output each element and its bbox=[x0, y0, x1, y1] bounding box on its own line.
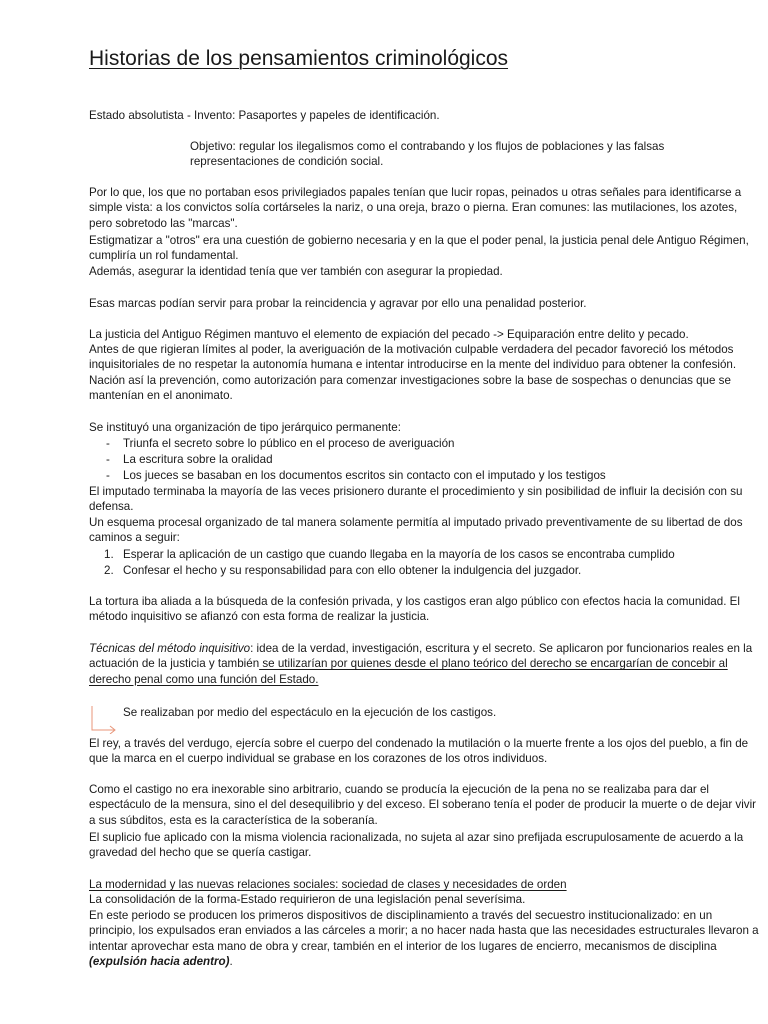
list-item: Triunfa el secreto sobre lo público en el proceso de averiguación bbox=[123, 437, 455, 450]
paragraph-spectacle: Se realizaban por medio del espectáculo en la ejecución de los castigos. bbox=[123, 706, 497, 719]
arrow-icon bbox=[89, 704, 119, 734]
paragraph-expiation: La justicia del Antiguo Régimen mantuvo el elemento de expiación del pecado -> Equiparación entre delito y pecado. bbox=[89, 328, 689, 341]
dash-bullet: - bbox=[106, 437, 110, 450]
paragraph-inquisitive-techniques bbox=[89, 641, 759, 687]
section-heading-modernity: La modernidad y las nuevas relaciones sociales: sociedad de clases y necesidades de orden bbox=[89, 878, 567, 891]
text-segment: . bbox=[229, 955, 233, 969]
paragraph-disciplinary-devices bbox=[89, 908, 759, 970]
list-number: 1. bbox=[104, 548, 114, 561]
paragraph-torture: La tortura iba aliada a la búsqueda de la confesión privada, y los castigos eran algo público con efectos hacia la comunidad. El método inquisitivo se afianzó con esta forma de realizar la justicia. bbox=[89, 595, 740, 624]
list-item: La escritura sobre la oralidad bbox=[123, 453, 273, 466]
paragraph-objective: Objetivo: regular los ilegalismos como el contrabando y los flujos de poblaciones y las falsas representaciones de condición social. bbox=[190, 140, 665, 169]
paragraph-stigmatize: Estigmatizar a "otros" era una cuestión de gobierno necesaria y en la que el poder penal, la justicia penal dele Antiguo Régimen, cumpliría un rol fundamental. bbox=[89, 234, 749, 263]
paragraph-identification-marks: Por lo que, los que no portaban esos privilegiados papales tenían que lucir ropas, peinados u otras señales para identificarse a simple vista: a los convictos solía cortárseles la nariz, o una oreja, brazo o pierna. Eran comunes: las mutilaciones, los azotes, pero sobretodo las "marcas". bbox=[89, 186, 742, 230]
paragraph-procedural-scheme: Un esquema procesal organizado de tal manera solamente permitía al imputado privado preventivamente de su libertad de dos caminos a seguir: bbox=[89, 516, 743, 545]
italic-term: Técnicas del método inquisitivo bbox=[89, 642, 251, 655]
paragraph-king-executioner: El rey, a través del verdugo, ejercía sobre el cuerpo del condenado la mutilación o la muerte frente a los ojos del pueblo, a fin de que la marca en el cuerpo individual se grabase en los corazones de los otros individuos. bbox=[89, 737, 749, 766]
paragraph-absolutist-state: Estado absolutista - Invento: Pasaportes y papeles de identificación. bbox=[89, 109, 440, 122]
paragraph-torment: El suplicio fue aplicado con la misma violencia racionalizada, no sujeta al azar sino prefijada escrupulosamente de acuerdo a la gravedad del hecho que se quería castigar. bbox=[89, 831, 744, 860]
list-item: Los jueces se basaban en los documentos escritos sin contacto con el imputado y los testigos bbox=[123, 469, 606, 482]
text-segment: : idea de la verdad, investigación, escritura y el secreto. Se aplicaron por funcionarios reales en la actuación de la justicia y también bbox=[89, 642, 753, 671]
underlined-segment: se utilizarían por quienes desde el plano teórico del derecho se encargarían de concebir al derecho penal como una función del Estado. bbox=[89, 657, 728, 686]
dash-bullet: - bbox=[106, 453, 110, 466]
document-title: Historias de los pensamientos criminológicos bbox=[89, 47, 509, 70]
paragraph-recidivism: Esas marcas podían servir para probar la reincidencia y agravar por ello una penalidad posterior. bbox=[89, 297, 587, 310]
text-segment: En este periodo se producen los primeros dispositivos de disciplinamiento a través del secuestro institucionalizado: en un principio, los expulsados eran enviados a las cárceles a morir; a no hacer nada hasta que las necesidades estructurales llevaron a intentar aprovechar esta mano de obra y crear, también en el interior de los lugares de encierro, mecanismos de disciplina bbox=[89, 909, 759, 953]
bold-italic-term: (expulsión hacia adentro) bbox=[89, 955, 230, 969]
list-item: Esperar la aplicación de un castigo que cuando llegaba en la mayoría de los casos se encontraba cumplido bbox=[123, 548, 675, 561]
paragraph-state-consolidation: La consolidación de la forma-Estado requirieron de una legislación penal severísima. bbox=[89, 893, 526, 906]
list-number: 2. bbox=[104, 564, 114, 577]
paragraph-inquisitorial-methods: Antes de que rigieran límites al poder, la averiguación de la motivación culpable verdadera del pecador favoreció los métodos inquisitoriales de no respetar la autonomía humana e intentar introducirse en la mente del individuo para obtener la confesión. Nación así la prevención, como autorización para comenzar investigaciones sobre la base de sospechas o denuncias que se mantenían en el anonimato. bbox=[89, 343, 737, 403]
paragraph-imputed-prisoner: El imputado terminaba la mayoría de las veces prisionero durante el procedimiento y sin posibilidad de influir la decisión con su defensa. bbox=[89, 485, 743, 514]
list-item: Confesar el hecho y su responsabilidad para con ello obtener la indulgencia del juzgador. bbox=[123, 564, 582, 577]
paragraph-hierarchical-organization: Se instituyó una organización de tipo jerárquico permanente: bbox=[89, 421, 401, 434]
paragraph-arbitrary-punishment: Como el castigo no era inexorable sino arbitrario, cuando se producía la ejecución de la pena no se realizaba para dar el espectáculo de la mensura, sino el del desequilibrio y del exceso. El soberano tenía el poder de producir la muerte o de dejar vivir a sus súbditos, esta es la característica de la soberanía. bbox=[89, 783, 757, 827]
dash-bullet: - bbox=[106, 469, 110, 482]
paragraph-identity-property: Además, asegurar la identidad tenía que ver también con asegurar la propiedad. bbox=[89, 265, 503, 278]
